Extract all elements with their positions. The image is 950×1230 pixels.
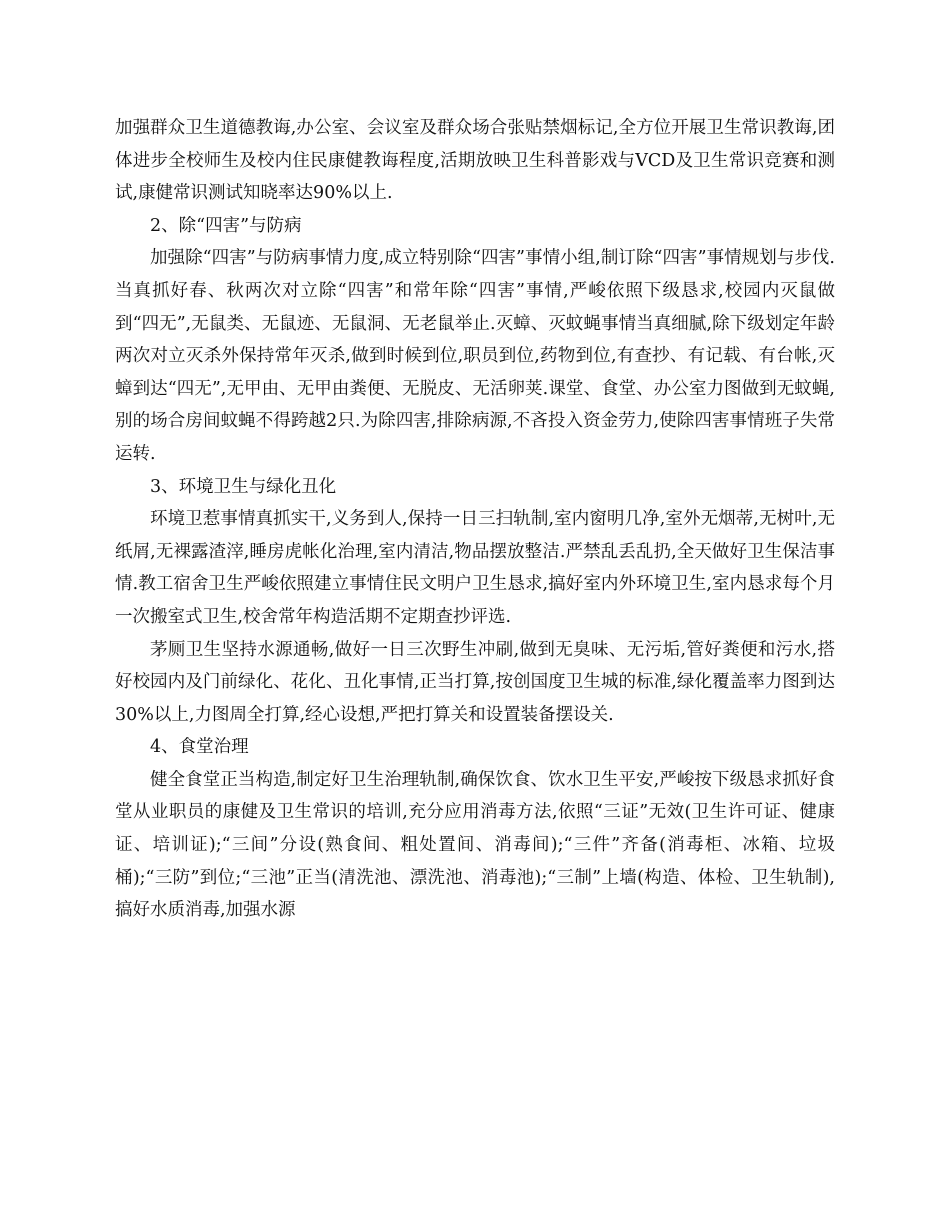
paragraph-pest-control: 加强除“四害”与防病事情力度,成立特别除“四害”事情小组,制订除“四害”事情规划与步伐.当真抓好春、秋两次对立除“四害”和常年除“四害”事情,严峻依照下级恳求,校园内灭鼠做到“四无”,无鼠类、无鼠迹、无鼠洞、无老鼠举止.灭蟑、灭蚊蝇事情当真细腻,除下级划定年龄两次对立灭杀外保持常年灭杀,做到时候到位,职员到位,药物到位,有查抄、有记载、有台帐,灭蟑到达“四无”,无甲由、无甲由粪便、无脱皮、无活卵荚.课堂、食堂、办公室力图做到无蚊蝇,别的场合房间蚊蝇不得跨越2只.为除四害,排除病源,不吝投入资金劳力,使除四害事情班子失常运转. [115, 248, 835, 464]
paragraph-canteen: 健全食堂正当构造,制定好卫生治理轨制,确保饮食、饮水卫生平安,严峻按下级恳求抓好食堂从业职员的康健及卫生常识的培训,充分应用消毒方法,依照“三证”无效(卫生许可证、健康证、培训证);“三间”分设(熟食间、粗处置间、消毒间);“三件”齐备(消毒柜、冰箱、垃圾桶);“三防”到位;“三池”正当(清洗池、漂洗池、消毒池);“三制”上墙(构造、体检、卫生轨制),搞好水质消毒,加强水源 [115, 769, 835, 921]
section-heading-canteen: 4、食堂治理 [150, 737, 249, 758]
document-body [115, 112, 835, 927]
paragraph-toilet-greening: 茅厕卫生坚持水源通畅,做好一日三次野生冲刷,做到无臭味、无污垢,管好粪便和污水,搭好校园内及门前绿化、花化、丑化事情,正当打算,按创国度卫生城的标准,绿化覆盖率力图到达30%以上,力图周全打算,经心设想,严把打算关和设置装备摆设关. [115, 639, 835, 725]
paragraph-continuation: 加强群众卫生道德教诲,办公室、会议室及群众场合张贴禁烟标记,全方位开展卫生常识教诲,团体进步全校师生及校内住民康健教诲程度,活期放映卫生科普影戏与VCD及卫生常识竞赛和测试,康健常识测试知晓率达90%以上. [115, 118, 835, 204]
section-heading-pest-control: 2、除“四害”与防病 [150, 215, 302, 236]
paragraph-environment: 环境卫惹事情真抓实干,义务到人,保持一日三扫轨制,室内窗明几净,室外无烟蒂,无树叶,无纸屑,无裸露渣滓,睡房虎帐化治理,室内清洁,物品摆放整洁.严禁乱丢乱扔,全天做好卫生保洁事情.教工宿舍卫生严峻依照建立事情住民文明户卫生恳求,搞好室内外环境卫生,室内恳求每个月一次搬室式卫生,校舍常年构造活期不定期查抄评选. [115, 509, 835, 627]
section-heading-environment: 3、环境卫生与绿化丑化 [150, 476, 337, 497]
